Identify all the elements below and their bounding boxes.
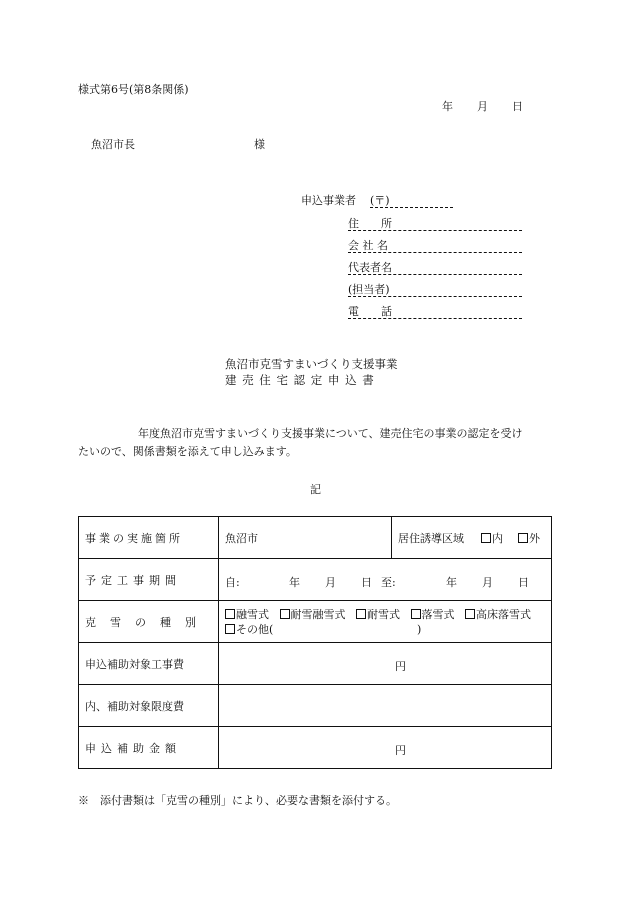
period-month1: 月 — [325, 576, 336, 589]
opt3-label: 耐雪式 — [367, 607, 400, 621]
outside-checkbox[interactable] — [518, 533, 528, 543]
contact-line — [348, 296, 522, 297]
period-year2: 年 — [446, 576, 457, 589]
opt5-checkbox[interactable] — [465, 609, 475, 619]
attachment-note: ※ 添付書類は「克雪の種別」により、必要な書類を添付する。 — [78, 794, 397, 807]
period-day1: 日 — [361, 576, 372, 589]
period-to: 至: — [381, 576, 396, 589]
site-label: 事業の実施箇所 — [79, 517, 219, 559]
table-row — [79, 517, 552, 559]
document-title-line1: 魚沼市克雪すまいづくり支援事業 — [225, 357, 398, 371]
period-from: 自: — [225, 576, 240, 589]
opt6-checkbox[interactable] — [225, 624, 235, 634]
table-row — [79, 601, 552, 643]
period-year1: 年 — [289, 576, 300, 589]
company-line — [348, 252, 522, 253]
site-city: 魚沼市 — [225, 531, 258, 545]
opt6-label: その他( — [236, 622, 274, 636]
opt3-checkbox[interactable] — [356, 609, 366, 619]
phone-line — [348, 318, 522, 319]
cost-unit: 円 — [395, 660, 406, 673]
period-month2: 月 — [482, 576, 493, 589]
inside-label: 内 — [492, 531, 503, 545]
date-year-label: 年 — [442, 100, 453, 113]
company-label: 会 社 名 — [348, 239, 388, 252]
opt5-label: 高床落雪式 — [476, 607, 531, 621]
period-value — [219, 559, 552, 601]
phone-label: 電 話 — [348, 305, 392, 318]
opt1-checkbox[interactable] — [225, 609, 235, 619]
limit-label: 内、補助対象限度費 — [79, 685, 219, 727]
applicant-heading: 申込事業者 — [301, 194, 356, 207]
opt4-label: 落雪式 — [421, 607, 455, 621]
limit-value — [219, 685, 552, 727]
opt6-close: ) — [417, 622, 422, 636]
zone-label: 居住誘導区域 — [398, 531, 464, 545]
opt1-label: 融雪式 — [236, 607, 269, 621]
representative-label: 代表者名 — [348, 261, 392, 274]
opt4-checkbox[interactable] — [411, 609, 421, 619]
postal-label: (〒) — [370, 194, 390, 207]
amount-unit: 円 — [395, 744, 406, 757]
table-row — [79, 643, 552, 685]
date-day-label: 日 — [512, 100, 523, 113]
contact-label: (担当者) — [348, 283, 390, 296]
addressee-name: 魚沼市長 — [91, 138, 135, 151]
postal-line — [370, 207, 453, 208]
cost-label: 申込補助対象工事費 — [79, 643, 219, 685]
ki-label: 記 — [310, 483, 321, 496]
amount-value — [219, 727, 552, 769]
document-title-line2: 建 売 住 宅 認 定 申 込 書 — [225, 373, 375, 387]
site-value — [219, 517, 392, 559]
cost-value — [219, 643, 552, 685]
addressee-honorific: 様 — [254, 138, 265, 151]
address-line — [348, 230, 522, 231]
address-label: 住 所 — [348, 217, 392, 230]
date-month-label: 月 — [477, 100, 488, 113]
table-row — [79, 685, 552, 727]
opt2-label: 耐雪融雪式 — [290, 607, 346, 621]
table-row — [79, 559, 552, 601]
representative-line — [348, 274, 522, 275]
inside-checkbox[interactable] — [481, 533, 491, 543]
body-line1: 年度魚沼市克雪すまいづくり支援事業について、建売住宅の事業の認定を受け — [138, 427, 523, 440]
zone-cell — [392, 517, 552, 559]
form-number: 様式第6号(第8条関係) — [78, 83, 189, 96]
body-line2: たいので、関係書類を添えて申し込みます。 — [78, 445, 297, 458]
snow-type-label — [79, 601, 219, 643]
outside-label: 外 — [529, 531, 540, 545]
application-table — [78, 516, 552, 769]
amount-label: 申込補助金額 — [79, 727, 219, 769]
table-row — [79, 727, 552, 769]
period-day2: 日 — [518, 576, 529, 589]
opt2-checkbox[interactable] — [280, 609, 290, 619]
snow-type-label-text: 克雪の種別 — [85, 615, 210, 629]
snow-type-options — [219, 601, 552, 643]
period-label: 予定工事期間 — [79, 559, 219, 601]
